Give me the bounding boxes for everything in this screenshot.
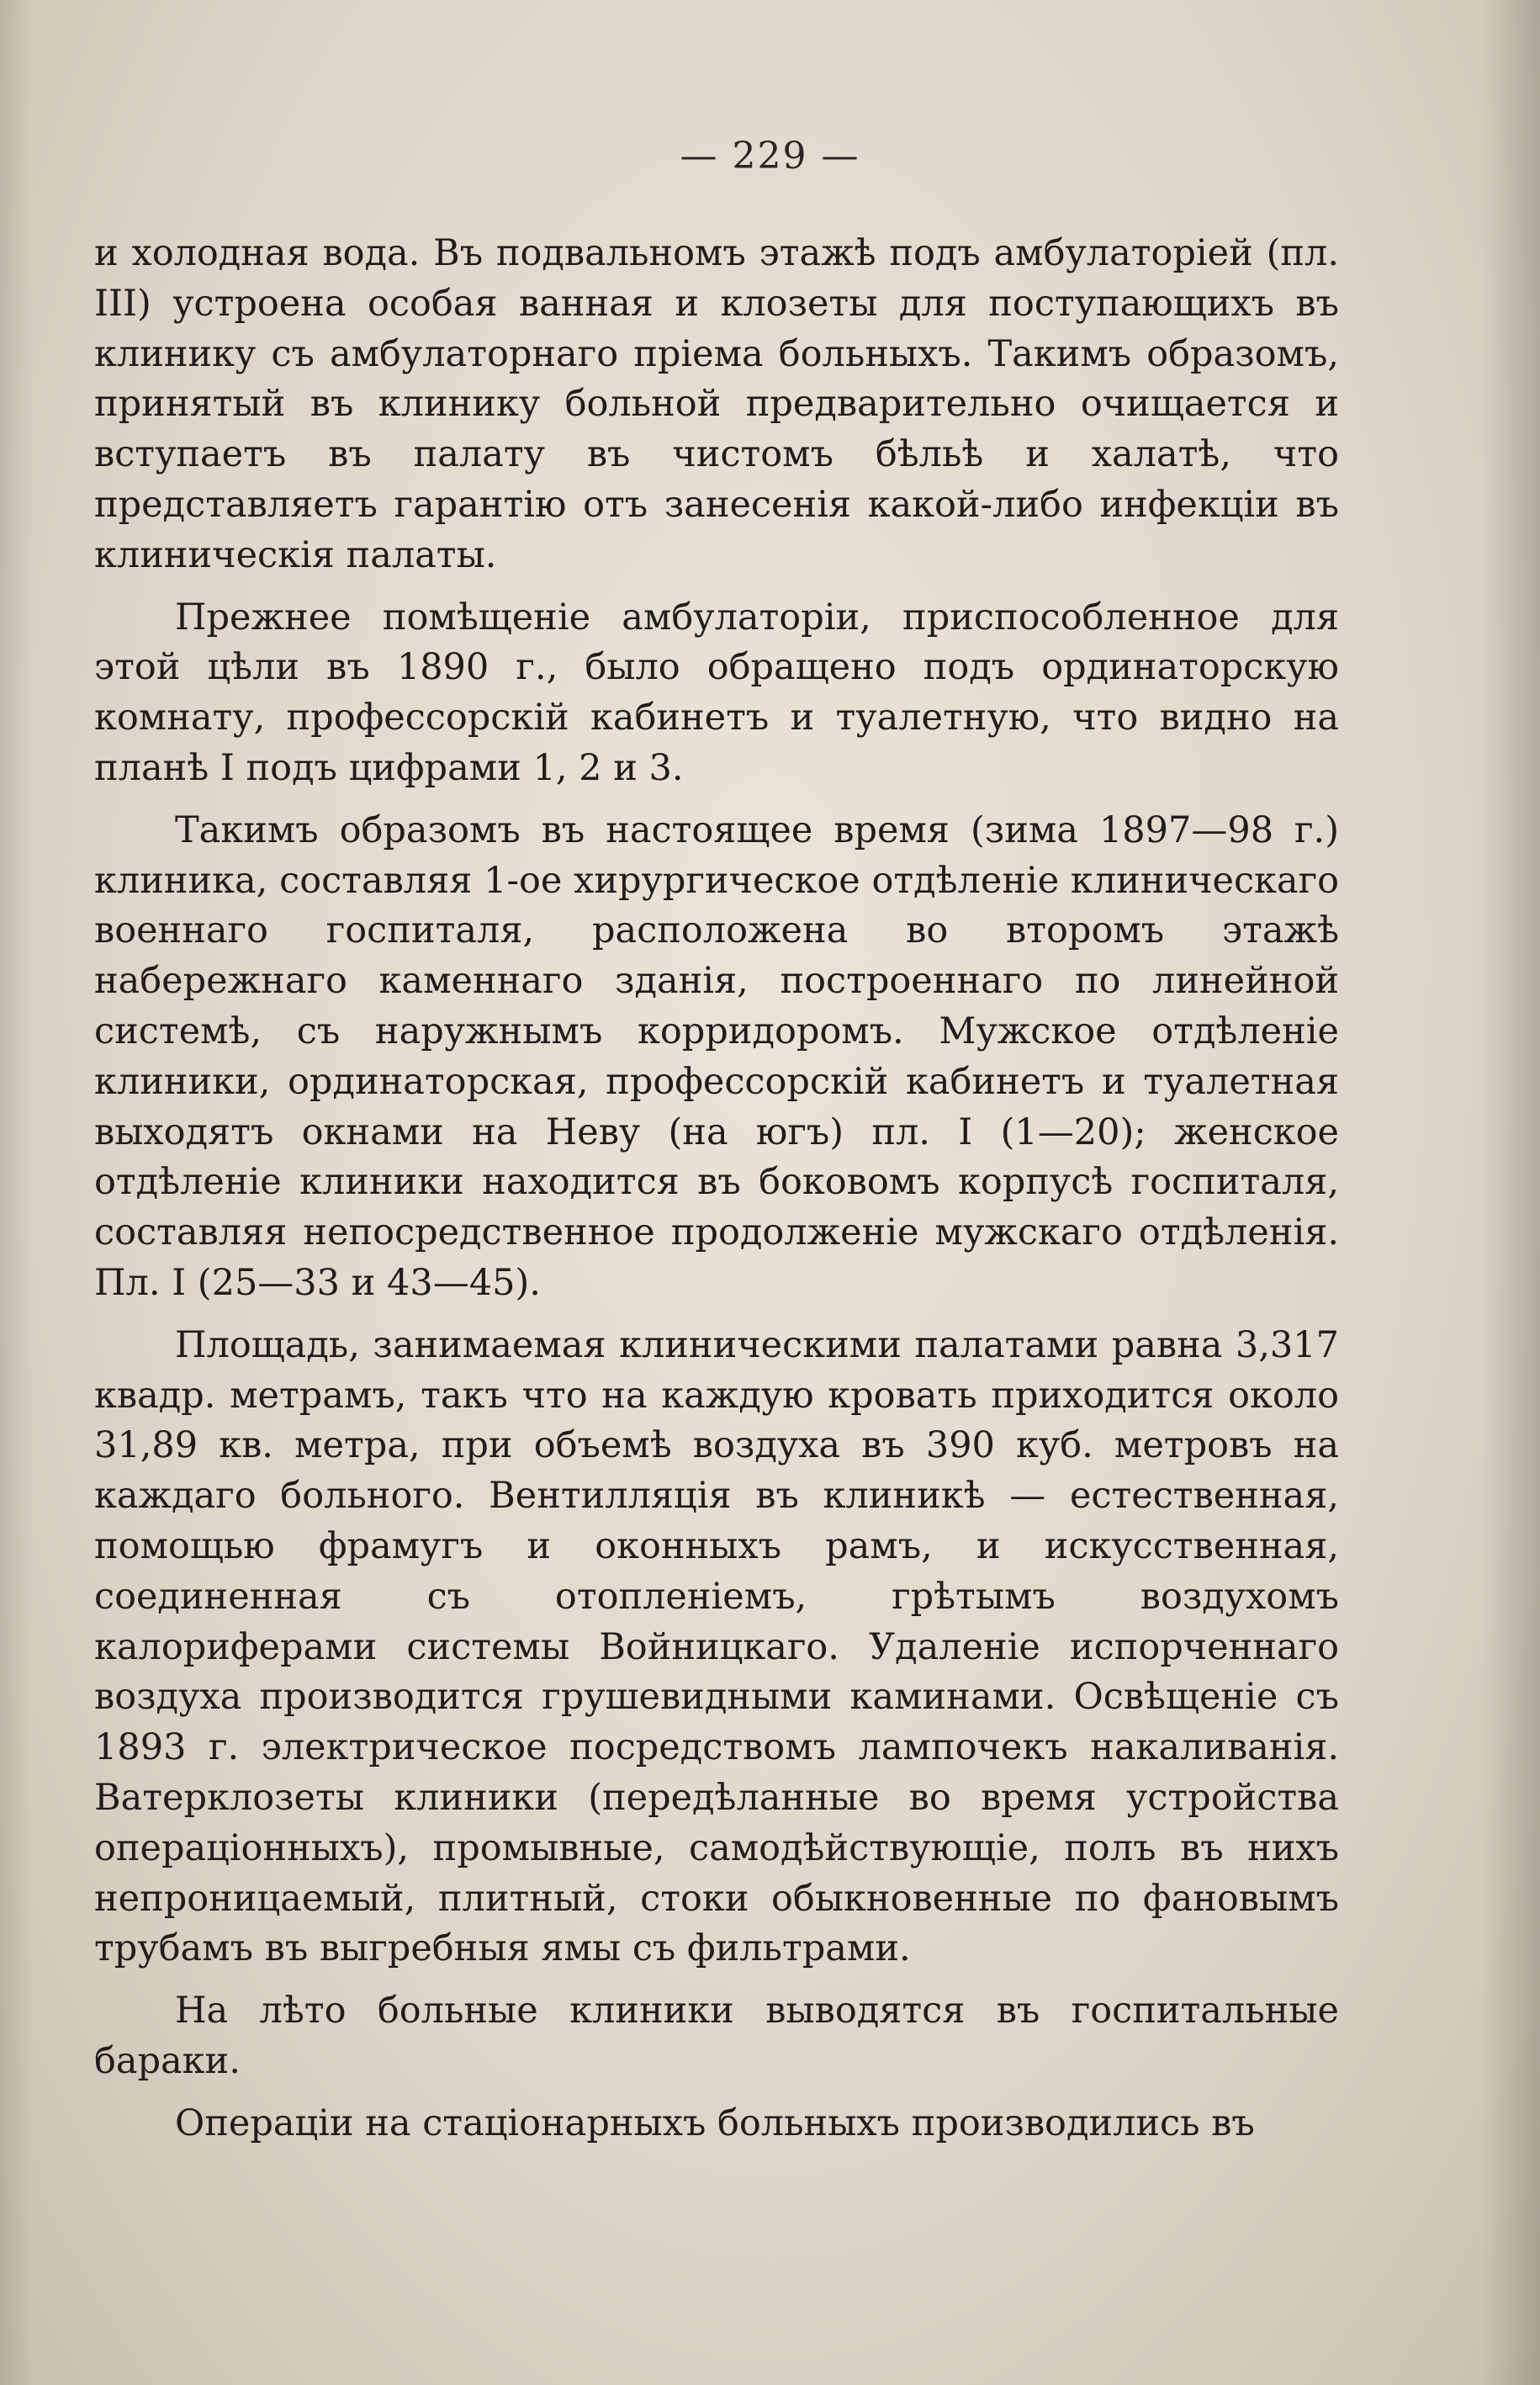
page-number: — 229 — — [680, 135, 860, 178]
paragraph-2: Прежнее помѣщеніе амбулаторіи, приспособленное для этой цѣли въ 1890 г., было обращено подъ ординаторскую комнату, профессорскій кабинетъ и туалетную, что видно на планѣ I подъ цифрами 1, 2 и 3. — [94, 596, 1339, 789]
paragraph-6: Операціи на стаціонарныхъ больныхъ производились въ — [175, 2101, 1255, 2144]
paragraph-1: и холодная вода. Въ подвальномъ этажѣ подъ амбулаторіей (пл. III) устроена особая ванная и клозеты для поступающихъ въ клинику съ амбулаторнаго пріема больныхъ. Такимъ образомъ, принятый въ клинику больной предварительно очищается и вступаетъ въ палату въ чистомъ бѣльѣ и халатѣ, что представляетъ гарантію отъ занесенія какой-либо инфекціи въ клиническія палаты. — [94, 232, 1339, 576]
page-edge-shadow-right — [1481, 0, 1540, 2385]
paragraph-3: Такимъ образомъ въ настоящее время (зима 1897—98 г.) клиника, составляя 1-ое хирургическое отдѣленіе клиническаго военнаго госпиталя, расположена во второмъ этажѣ набережнаго каменнаго зданія, построеннаго по линейной системѣ, съ наружнымъ корридоромъ. Мужское отдѣленіе клиники, ординаторская, профессорскій кабинетъ и туалетная выходятъ окнами на Неву (на югъ) пл. I (1—20); женское отдѣленіе клиники находится въ боковомъ корпусѣ госпиталя, составляя непосредственное продолженіе мужскаго отдѣленія. Пл. I (25—33 и 43—45). — [94, 808, 1339, 1304]
paragraph-5: На лѣто больные клиники выводятся въ госпитальные бараки. — [94, 1990, 1339, 2082]
body-text — [94, 229, 1339, 2149]
paragraph-4: Площадь, занимаемая клиническими палатами равна 3,317 квадр. метрамъ, такъ что на каждую кровать приходится около 31,89 кв. метра, при объемѣ воздуха въ 390 куб. метровъ на каждаго больного. Вентилляція въ клиникѣ — естественная, помощью фрамугъ и оконныхъ рамъ, и искусственная, соединенная съ отопленіемъ, грѣтымъ воздухомъ калориферами системы Войницкаго. Удаленіе испорченнаго воздуха производится грушевидными каминами. Освѣщеніе съ 1893 г. электрическое посредствомъ лампочекъ накаливанія. Ватерклозеты клиники (передѣланные во время устройства операціонныхъ), промывные, самодѣйствующіе, полъ въ нихъ непроницаемый, плитный, стоки обыкновенные по фановымъ трубамъ въ выгребныя ямы съ фильтрами. — [94, 1323, 1339, 1970]
page-edge-shadow-left — [0, 0, 34, 2385]
